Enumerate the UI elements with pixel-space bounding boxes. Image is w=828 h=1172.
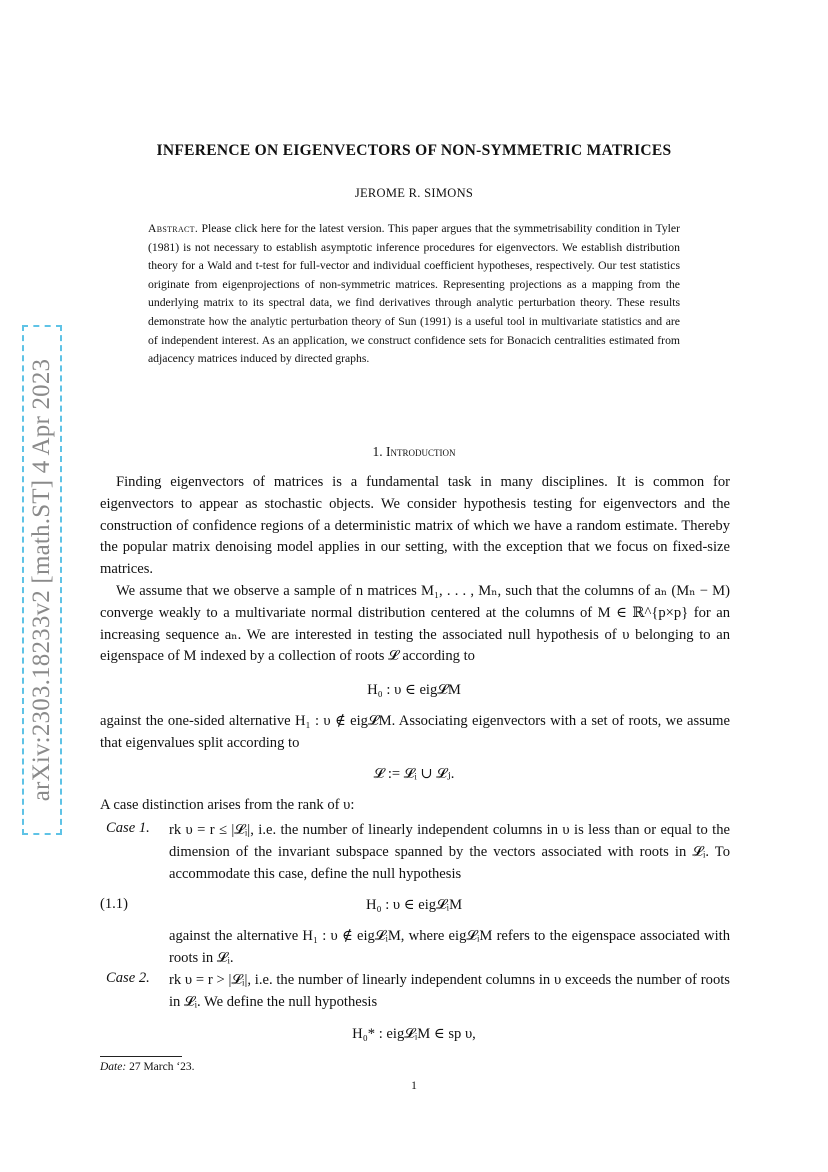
case-2-text: rk υ = r > |𝓛ᵢ|, i.e. the number of linearly independent columns in υ exceeds the number of roots in 𝓛ᵢ. We define the null hypothesis [169, 972, 730, 1010]
paragraph-intro: Finding eigenvectors of matrices is a fundamental task in many disciplines. It is common for eigenvectors to appear as stochastic objects. We consider hypothesis testing for eigenvectors and the construction of confidence regions of a deterministic matrix of which we have a random estimate. Thereby the popular matrix denoising model applies in our setting, with the exception that we focus on fixed-size matrices. [100, 474, 730, 578]
footnote-rule [100, 1056, 182, 1057]
arxiv-identifier-box[interactable] [22, 325, 62, 835]
footnote-text: 27 March ‘23. [129, 1061, 195, 1073]
abstract-text: Please click here for the latest version. This paper argues that the symmetrisability condition in Tyler (1981) is not necessary to establish asymptotic inference procedures for eigenvectors. We establish distribution theory for a Wald and t-test for full-vector and individual coefficient hypotheses, respectively. Our test statistics originate from eigenprojections of non-symmetric matrices. Representing projections as a mapping from the underlying matrix to its spectral data, we find derivatives through analytic perturbation theory. These results demonstrate how the analytic perturbation theory of Sun (1991) is a useful tool in multivariate statistics and are of independent interest. As an application, we construct confidence sets for Bonacich centralities estimated from adjacency matrices induced by directed graphs. [148, 222, 681, 366]
abstract [148, 220, 680, 369]
arxiv-identifier: arXiv:2303.18233v2 [math.ST] 4 Apr 2023 [28, 358, 55, 802]
case-2-label: Case 2. [106, 970, 150, 986]
case-1-text: rk υ = r ≤ |𝓛ᵢ|, i.e. the number of linearly independent columns in υ is less than or equal to the dimension of the invariant subspace spanned by the vectors associated with roots in 𝓛ᵢ. To accommodate this case, define the null hypothesis [169, 822, 730, 882]
equation-number: (1.1) [100, 896, 128, 912]
paper-author: JEROME R. SIMONS [354, 186, 474, 200]
case-1-alternative: against the alternative H₁ : υ ∉ eig𝓛ᵢM, where eig𝓛ᵢM refers to the eigenspace associated with roots in 𝓛ᵢ. [169, 928, 730, 966]
footnote-label: Date: [100, 1061, 127, 1073]
paragraph-case-distinction: A case distinction arises from the rank of υ: [100, 797, 355, 813]
page-number: 1 [411, 1080, 417, 1092]
paper-title: INFERENCE ON EIGENVECTORS OF NON-SYMMETRIC MATRICES [156, 142, 672, 159]
equation-null-hypothesis: H₀ : υ ∈ eig𝓛M [367, 682, 461, 698]
equation-root-split: 𝓛 := 𝓛ᵢ ∪ 𝓛ⱼ. [373, 766, 455, 782]
equation-case-1-null: H₀ : υ ∈ eig𝓛ᵢM [365, 897, 463, 913]
section-number: 1. [372, 444, 383, 459]
equation-case-2-null: H₀* : eig𝓛ᵢM ∈ sp υ, [352, 1026, 476, 1042]
section-title: Introduction [386, 444, 456, 459]
abstract-label: Abstract. [148, 222, 199, 235]
paragraph-alternative: against the one-sided alternative H₁ : υ ∉ eig𝓛M. Associating eigenvectors with a set of roots, we assume that eigenvalues split according to [100, 713, 730, 751]
paragraph-assumption: We assume that we observe a sample of n matrices M₁, . . . , Mₙ, such that the columns of aₙ (Mₙ − M) converge weakly to a multivariate normal distribution centered at the columns of M ∈ ℝ^{p×p} for an increasing sequence aₙ. We are interested in testing the associated null hypothesis of υ belonging to an eigenspace of M indexed by a collection of roots 𝓛 according to [100, 583, 730, 665]
case-1-label: Case 1. [106, 820, 150, 836]
footnote [100, 1061, 195, 1073]
section-heading [0, 444, 828, 460]
